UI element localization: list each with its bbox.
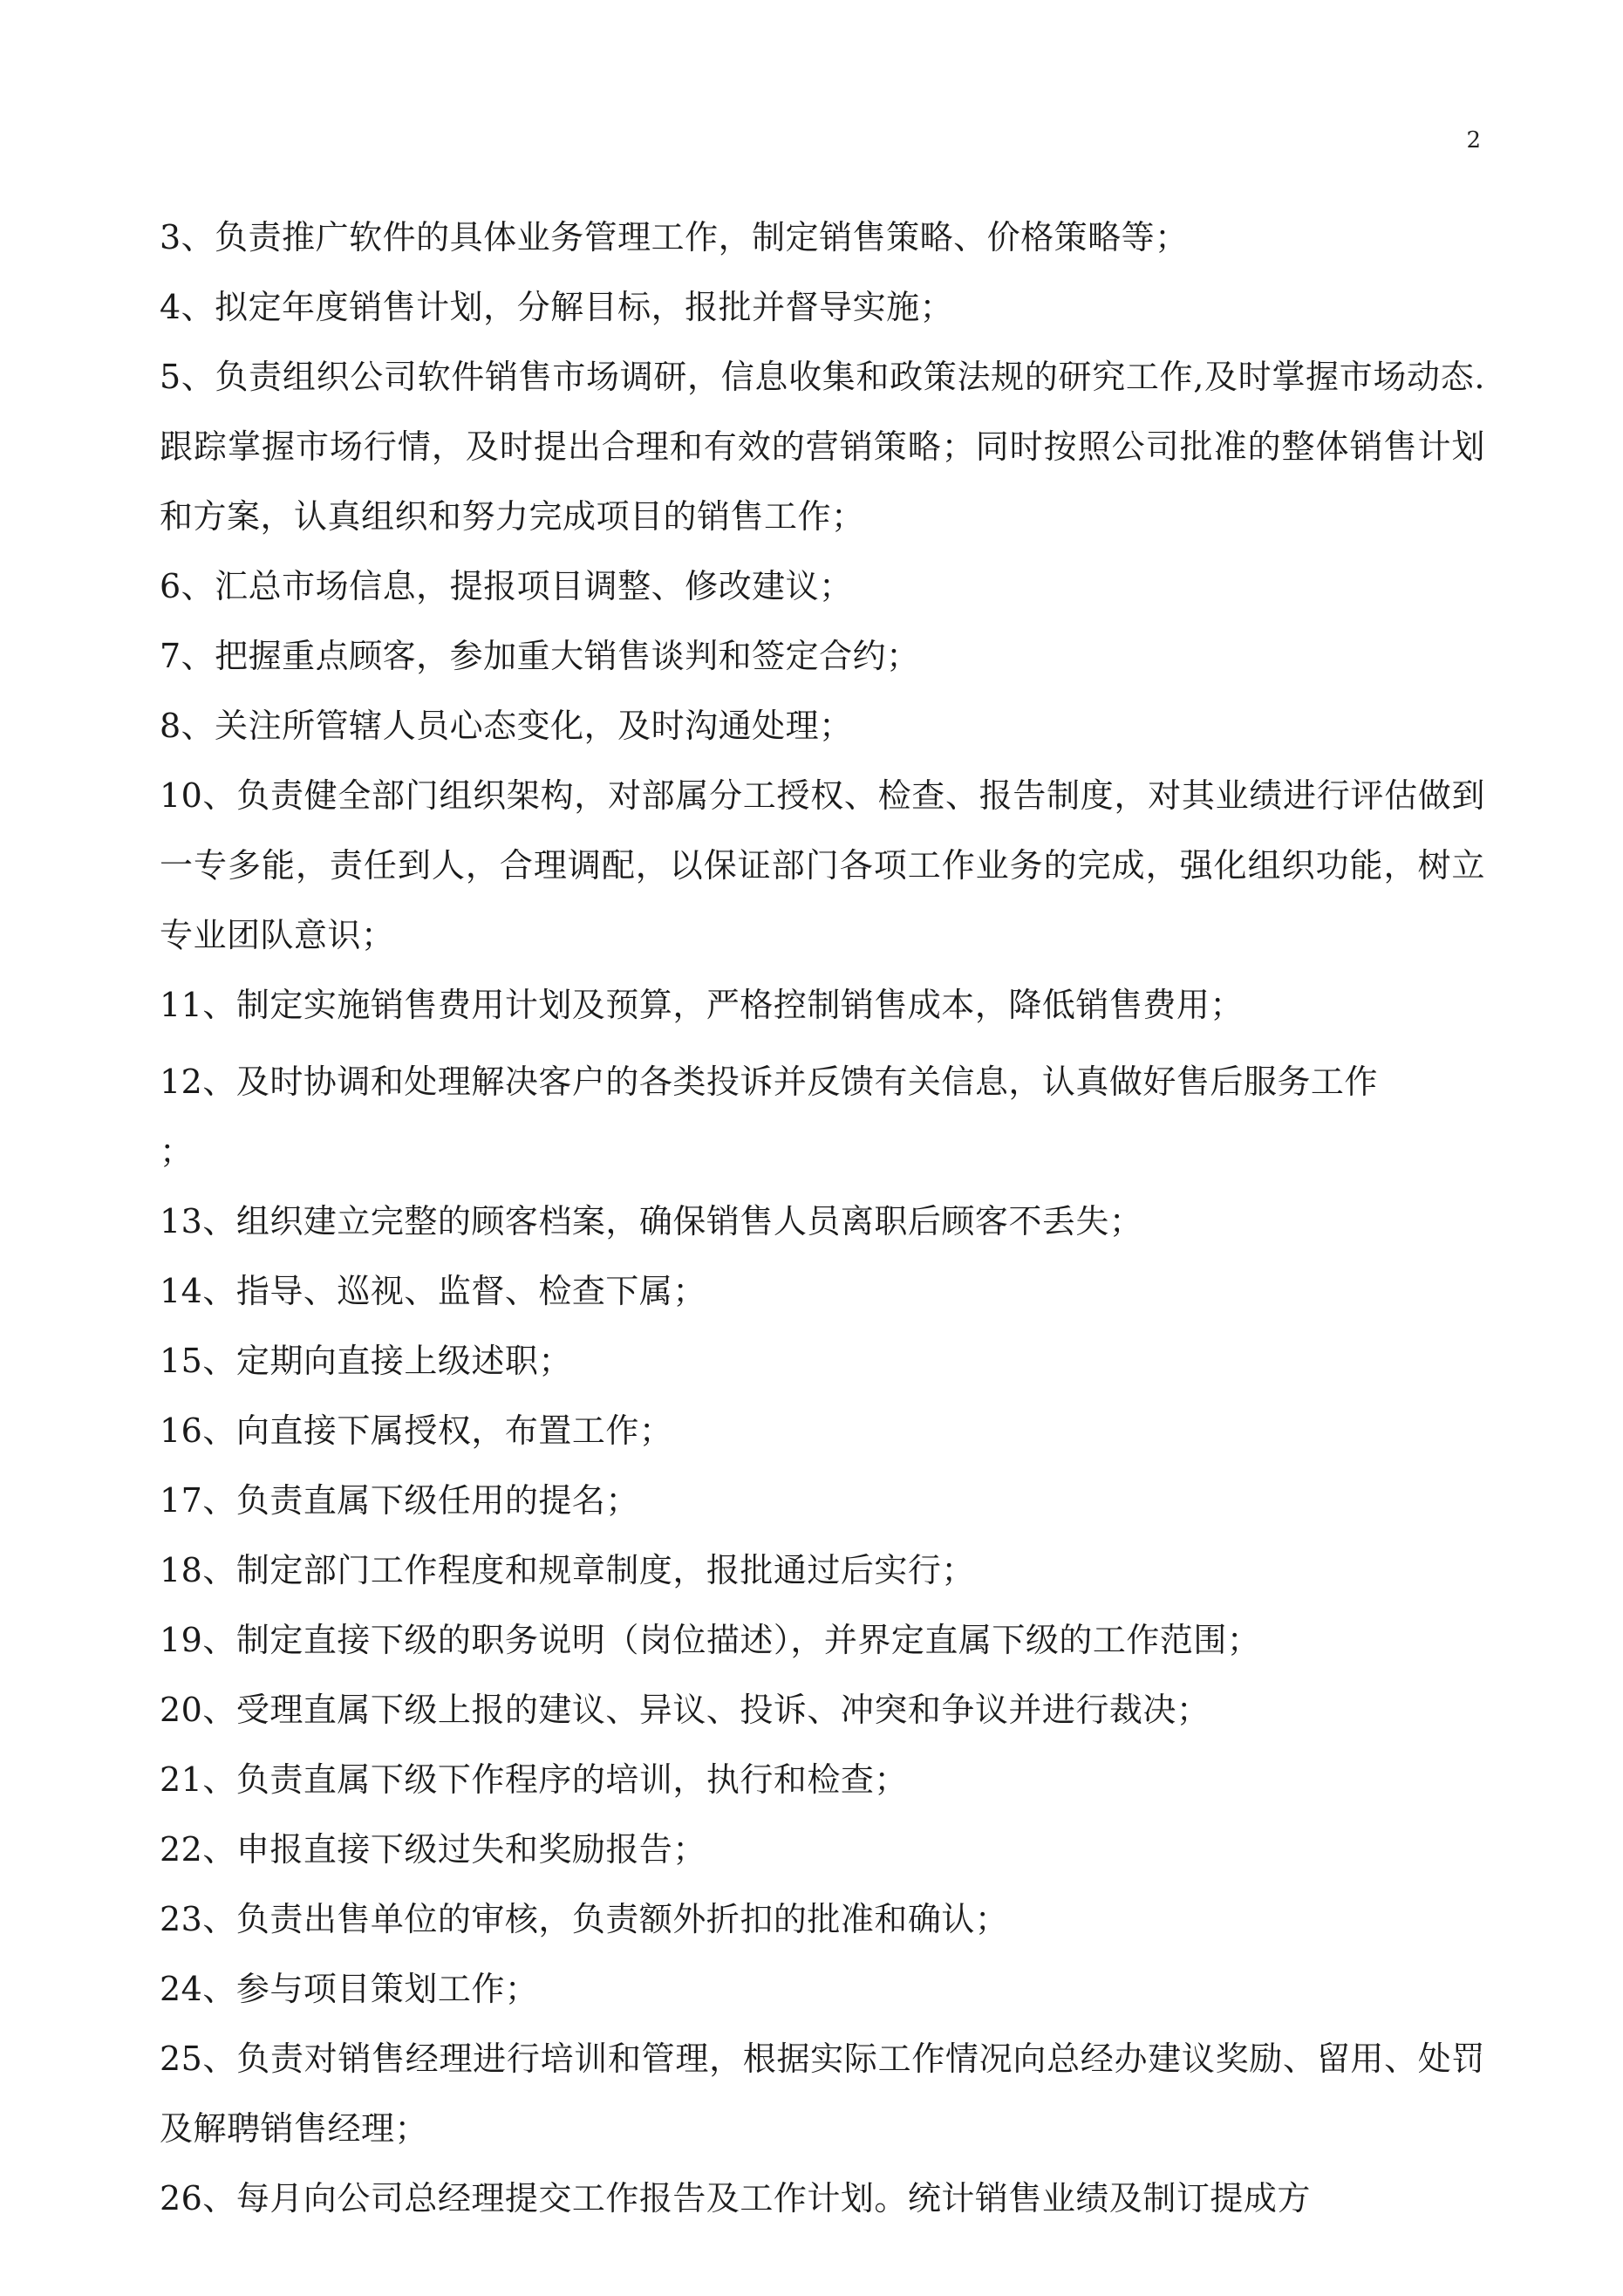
paragraph-item-24: 24、参与项目策划工作； xyxy=(160,1970,539,2008)
document-body xyxy=(160,202,1485,2233)
paragraph-item-5: 5、负责组织公司软件销售市场调研，信息收集和政策法规的研究工作,及时掌握市场动态.跟踪掌握市场行情，及时提出合理和有效的营销策略；同时按照公司批准的整体销售计划和方案，认真组织和努力完成项目的销售工作； xyxy=(160,358,1485,536)
paragraph-item-25: 25、负责对销售经理进行培训和管理，根据实际工作情况向总经办建议奖励、留用、处罚及解聘销售经理； xyxy=(160,2040,1485,2148)
paragraph-item-17: 17、负责直属下级任用的提名； xyxy=(160,1481,639,1520)
paragraph-item-6: 6、汇总市场信息，提报项目调整、修改建议； xyxy=(160,567,853,605)
paragraph-item-7: 7、把握重点顾客，参加重大销售谈判和签定合约； xyxy=(160,637,920,675)
paragraph-item-26: 26、每月向公司总经理提交工作报告及工作计划。统计销售业绩及制订提成方 xyxy=(160,2179,1311,2217)
paragraph-item-3: 3、负责推广软件的具体业务管理工作，制定销售策略、价格策略等； xyxy=(160,218,1189,256)
paragraph-item-14: 14、指导、巡视、监督、检查下属； xyxy=(160,1272,706,1310)
paragraph-item-13: 13、组织建立完整的顾客档案，确保销售人员离职后顾客不丢失； xyxy=(160,1202,1143,1240)
paragraph-item-23: 23、负责出售单位的审核，负责额外折扣的批准和确认； xyxy=(160,1900,1009,1938)
paragraph-item-22: 22、申报直接下级过失和奖励报告； xyxy=(160,1830,706,1869)
paragraph-item-16: 16、向直接下属授权，布置工作； xyxy=(160,1411,673,1450)
paragraph-item-12-continuation: ； xyxy=(160,1132,194,1171)
paragraph-item-18: 18、制定部门工作程度和规章制度，报批通过后实行； xyxy=(160,1551,975,1589)
paragraph-item-12: 12、及时协调和处理解决客户的各类投诉并反馈有关信息，认真做好售后服务工作 xyxy=(160,1063,1378,1101)
paragraph-item-10: 10、负责健全部门组织架构，对部属分工授权、检查、报告制度，对其业绩进行评估做到一专多能，责任到人，合理调配，以保证部门各项工作业务的完成，强化组织功能，树立专业团队意识； xyxy=(160,776,1485,954)
paragraph-item-8: 8、关注所管辖人员心态变化，及时沟通处理； xyxy=(160,707,853,745)
paragraph-item-20: 20、受理直属下级上报的建议、异议、投诉、冲突和争议并进行裁决； xyxy=(160,1691,1210,1729)
page-number: 2 xyxy=(1466,127,1481,154)
paragraph-item-15: 15、定期向直接上级述职； xyxy=(160,1342,572,1380)
paragraph-item-19: 19、制定直接下级的职务说明（岗位描述），并界定直属下级的工作范围； xyxy=(160,1621,1261,1659)
paragraph-item-11: 11、制定实施销售费用计划及预算，严格控制销售成本，降低销售费用； xyxy=(160,986,1244,1024)
paragraph-item-4: 4、拟定年度销售计划，分解目标，报批并督导实施； xyxy=(160,288,954,326)
paragraph-item-21: 21、负责直属下级下作程序的培训，执行和检查； xyxy=(160,1760,908,1799)
